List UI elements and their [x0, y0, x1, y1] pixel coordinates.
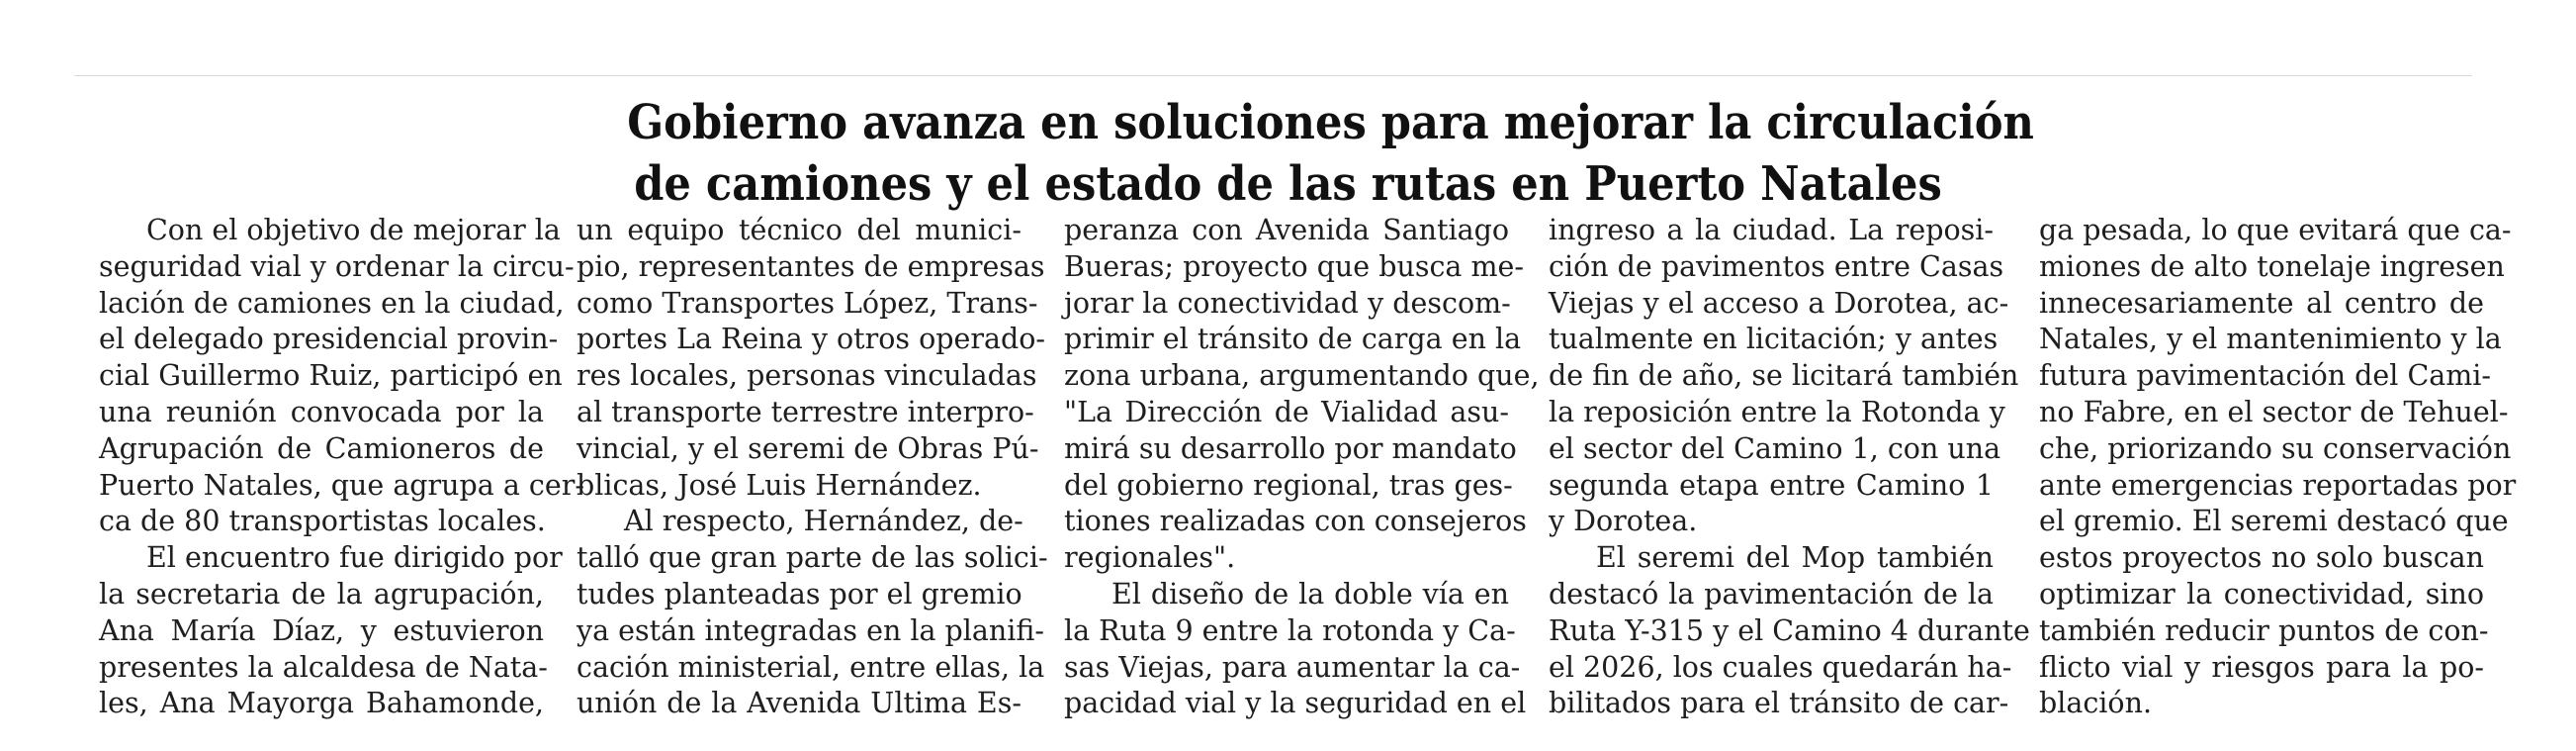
text-line: El diseño de la doble vía en — [1111, 577, 1509, 610]
article-body — [99, 213, 2517, 747]
text-line: Ana María Díaz, y estuvieron — [99, 613, 544, 647]
headline-line-1: Gobierno avanza en soluciones para mejorar la circulación — [627, 95, 2034, 150]
text-line: Agrupación de Camioneros de — [99, 431, 544, 465]
article-column-4 — [1549, 213, 2030, 722]
text-line: Al respecto, Hernández, de- — [624, 505, 1023, 538]
text-line: la secretaria de la agrupación, — [99, 577, 544, 610]
text-line: el gremio. El seremi destacó que — [2039, 505, 2509, 538]
text-line: Bueras; proyecto que busca me- — [1064, 249, 1524, 283]
text-line: también reducir puntos de con- — [2039, 613, 2489, 647]
text-line: tualmente en licitación; y antes — [1549, 323, 1999, 356]
text-line: cación ministerial, entre ellas, la — [577, 650, 1045, 684]
text-line: el sector del Camino 1, con una — [1549, 431, 2001, 465]
text-line: les, Ana Mayorga Bahamonde, — [99, 687, 544, 720]
text-line: pio, representantes de empresas — [577, 249, 1045, 283]
text-line: primir el tránsito de carga en la — [1064, 323, 1522, 356]
text-line: El encuentro fue dirigido por — [146, 541, 563, 575]
text-line: el 2026, los cuales quedarán ha- — [1549, 650, 2012, 684]
text-line: sas Viejas, para aumentar la ca- — [1064, 650, 1521, 684]
text-line: blicas, José Luis Hernández. — [577, 468, 982, 502]
text-line: cial Guillermo Ruiz, participó en — [99, 359, 563, 393]
text-line: Viejas y el acceso a Dorotea, ac- — [1549, 286, 2009, 320]
article-column-3 — [1064, 213, 1540, 722]
text-line: lación de camiones en la ciudad, — [99, 286, 565, 320]
text-line: como Transportes López, Trans- — [577, 286, 1038, 320]
top-rule — [74, 75, 2472, 76]
headline-line-2: de camiones y el estado de las rutas en Puerto Natales — [634, 156, 1942, 212]
text-line: peranza con Avenida Santiago — [1064, 214, 1509, 246]
text-line: ca de 80 transportistas locales. — [99, 505, 546, 538]
text-line: y Dorotea. — [1549, 505, 1698, 538]
text-line: portes La Reina y otros operado- — [577, 323, 1046, 356]
article-column-2 — [577, 213, 1048, 722]
text-line: al transporte terrestre interpro- — [577, 395, 1034, 428]
text-line: ción de pavimentos entre Casas — [1549, 249, 2004, 283]
text-line: tudes planteadas por el gremio — [577, 577, 1022, 610]
text-line: mirá su desarrollo por mandato — [1064, 431, 1517, 465]
text-line: unión de la Avenida Ultima Es- — [577, 687, 1022, 720]
text-line: un equipo técnico del munici- — [577, 214, 1022, 246]
text-line: jorar la conectividad y descom- — [1064, 286, 1511, 320]
text-line: ya están integradas en la planifi- — [577, 613, 1044, 647]
text-line: vincial, y el seremi de Obras Pú- — [577, 431, 1039, 465]
text-line: Natales, y el mantenimiento y la — [2039, 323, 2502, 356]
text-line: destacó la pavimentación de la — [1549, 577, 1994, 610]
text-line: innecesariamente al centro de — [2039, 286, 2484, 320]
text-line: tiones realizadas con consejeros — [1064, 505, 1527, 538]
text-line: El seremi del Mop también — [1596, 541, 1994, 575]
text-line: blación. — [2039, 687, 2152, 720]
text-line: ante emergencias reportadas por — [2039, 468, 2517, 502]
text-line: el delegado presidencial provin- — [99, 323, 559, 356]
article-column-1 — [99, 213, 584, 722]
text-line: res locales, personas vinculadas — [577, 359, 1037, 393]
headline — [627, 92, 2034, 215]
text-line: la Ruta 9 entre la rotonda y Ca- — [1064, 613, 1516, 647]
text-line: regionales". — [1064, 541, 1236, 575]
text-line: de fin de año, se licitará también — [1549, 359, 2019, 393]
text-line: segunda etapa entre Camino 1 — [1549, 468, 1994, 502]
text-line: optimizar la conectividad, sino — [2039, 577, 2484, 610]
text-line: presentes la alcaldesa de Nata- — [99, 650, 548, 684]
text-line: ingreso a la ciudad. La reposi- — [1549, 214, 1994, 246]
text-line: Ruta Y-315 y el Camino 4 durante — [1549, 613, 2030, 647]
text-line: futura pavimentación del Cami- — [2039, 359, 2492, 393]
text-line: zona urbana, argumentando que, — [1064, 359, 1540, 393]
text-line: Con el objetivo de mejorar la — [146, 214, 561, 246]
text-line: una reunión convocada por la — [99, 395, 544, 428]
text-line: che, priorizando su conservación — [2039, 431, 2512, 465]
article-column-5 — [2039, 213, 2517, 722]
text-line: seguridad vial y ordenar la circu- — [99, 249, 575, 283]
text-line: Puerto Natales, que agrupa a cer- — [99, 468, 584, 502]
text-line: pacidad vial y la seguridad en el — [1064, 687, 1527, 720]
text-line: estos proyectos no solo buscan — [2039, 541, 2484, 575]
text-line: ga pesada, lo que evitará que ca- — [2039, 214, 2512, 246]
text-line: talló que gran parte de las solici- — [577, 541, 1048, 575]
text-line: miones de alto tonelaje ingresen — [2039, 249, 2505, 283]
text-line: bilitados para el tránsito de car- — [1549, 687, 2009, 720]
text-line: la reposición entre la Rotonda y — [1549, 395, 2005, 428]
text-line: flicto vial y riesgos para la po- — [2039, 650, 2484, 684]
text-line: no Fabre, en el sector de Tehuel- — [2039, 395, 2509, 428]
text-line: "La Dirección de Vialidad asu- — [1064, 395, 1509, 428]
text-line: del gobierno regional, tras ges- — [1064, 468, 1513, 502]
